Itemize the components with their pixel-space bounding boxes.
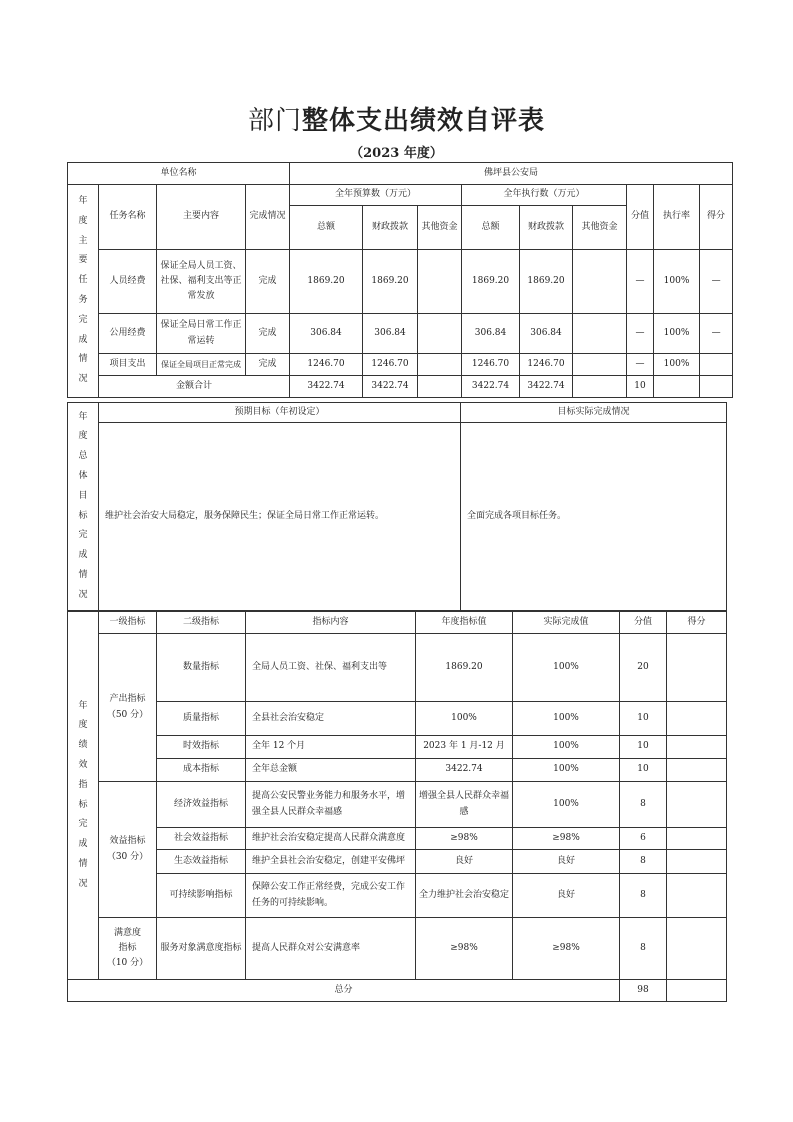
task-content: 保证全局日常工作正常运转 [157,314,246,354]
exec-rate: 100% [654,314,700,354]
indicator-content: 提高公安民警业务能力和服务水平，增强全县人民群众幸福感 [246,782,416,828]
task-content: 保证全局项目正常完成 [157,354,246,376]
level2-name: 数量指标 [157,634,246,702]
task-name: 公用经费 [99,314,157,354]
exec-other [573,250,627,314]
score: 10 [620,702,667,736]
table-row [68,634,727,702]
sum-get [700,376,733,398]
budget-total: 1246.70 [290,354,363,376]
exec-other [573,354,627,376]
table-row [68,354,733,376]
group-satisfaction: 满意度 指标 （10 分） [99,918,157,980]
unit-name-label: 单位名称 [68,163,290,185]
group-benefit: 效益指标 （30 分） [99,782,157,918]
level2-name: 成本指标 [157,759,246,782]
exec-total: 306.84 [462,314,520,354]
indicator-content: 全年 12 个月 [246,736,416,759]
header-get: 得分 [667,612,727,634]
sum-label: 金额合计 [99,376,290,398]
header-exec-total: 总额 [462,206,520,250]
sum-exec-other [573,376,627,398]
actual-value: 良好 [513,874,620,918]
target-value: 2023 年 1 月-12 月 [416,736,513,759]
header-target: 年度指标值 [416,612,513,634]
performance-indicator-table [67,611,727,1002]
target-value: 1869.20 [416,634,513,702]
header-level1: 一级指标 [99,612,157,634]
score: 8 [620,874,667,918]
target-value: 3422.74 [416,759,513,782]
total-score: 98 [620,980,667,1002]
table-row [68,782,727,828]
sum-row [68,376,733,398]
level2-name: 可持续影响指标 [157,874,246,918]
level2-name: 经济效益指标 [157,782,246,828]
actual-value: 100% [513,702,620,736]
target-value: 良好 [416,850,513,874]
task-name: 项目支出 [99,354,157,376]
budget-fiscal: 1246.70 [363,354,418,376]
actual-value: 良好 [513,850,620,874]
actual-text: 全面完成各项目标任务。 [461,423,727,611]
title-main: 整体支出绩效自评表 [302,106,546,136]
header-score: 分值 [627,185,654,250]
indicator-content: 维护全县社会治安稳定，创建平安佛坪 [246,850,416,874]
actual-value: ≥98% [513,918,620,980]
target-value: ≥98% [416,828,513,850]
actual-value: 100% [513,634,620,702]
table-row [68,736,727,759]
table-row [68,918,727,980]
header-indicator-content: 指标内容 [246,612,416,634]
plan-text: 维护社会治安大局稳定，服务保障民生；保证全局日常工作正常运转。 [99,423,461,611]
year-subtitle: （2023 年度） [350,146,443,161]
table-row [68,314,733,354]
header-task: 任务名称 [99,185,157,250]
header-status: 完成情况 [246,185,290,250]
indicator-content: 全局人员工资、社保、福利支出等 [246,634,416,702]
score: 8 [620,782,667,828]
got-score: — [700,250,733,314]
level2-name: 质量指标 [157,702,246,736]
sum-budget-fiscal: 3422.74 [363,376,418,398]
exec-other [573,314,627,354]
exec-total: 1869.20 [462,250,520,314]
got-score [667,736,727,759]
header-exec-fiscal: 财政拨款 [520,206,573,250]
header-rate: 执行率 [654,185,700,250]
header-level2: 二级指标 [157,612,246,634]
score: — [627,354,654,376]
section-side-label-3: 年 度 绩 效 指 标 完 成 情 况 [68,612,99,980]
indicator-content: 全年总金额 [246,759,416,782]
got-score [667,850,727,874]
header-actual-value: 实际完成值 [513,612,620,634]
target-value: 100% [416,702,513,736]
table-row [68,250,733,314]
task-status: 完成 [246,314,290,354]
task-status: 完成 [246,250,290,314]
exec-rate: 100% [654,354,700,376]
header-budget-total: 总额 [290,206,363,250]
header-content: 主要内容 [157,185,246,250]
level2-name: 时效指标 [157,736,246,759]
score: 20 [620,634,667,702]
task-name: 人员经费 [99,250,157,314]
title-prefix: 部门 [247,106,302,136]
section-side-label-1: 年 度 主 要 任 务 完 成 情 况 [68,185,99,398]
table-row [68,759,727,782]
got-score [667,759,727,782]
budget-total: 1869.20 [290,250,363,314]
budget-other [418,354,462,376]
header-exec: 全年执行数（万元） [462,185,627,206]
budget-fiscal: 1869.20 [363,250,418,314]
group-output: 产出指标 （50 分） [99,634,157,782]
total-row [68,980,727,1002]
budget-other [418,250,462,314]
header-exec-other: 其他资金 [573,206,627,250]
task-content: 保证全局人员工资、社保、福利支出等正常发放 [157,250,246,314]
table-row [68,850,727,874]
exec-fiscal: 1869.20 [520,250,573,314]
got-score [667,634,727,702]
header-budget-other: 其他资金 [418,206,462,250]
sum-exec-fiscal: 3422.74 [520,376,573,398]
main-task-table [67,162,733,398]
overall-goal-table [67,402,727,611]
exec-fiscal: 1246.70 [520,354,573,376]
table-row [68,828,727,850]
sum-exec-total: 3422.74 [462,376,520,398]
sum-budget-other [418,376,462,398]
task-status: 完成 [246,354,290,376]
header-actual: 目标实际完成情况 [461,403,727,423]
sum-budget-total: 3422.74 [290,376,363,398]
got-score [667,828,727,850]
sum-score: 10 [627,376,654,398]
table-row [68,702,727,736]
budget-fiscal: 306.84 [363,314,418,354]
score: 10 [620,736,667,759]
got-score [667,782,727,828]
exec-total: 1246.70 [462,354,520,376]
actual-value: 100% [513,736,620,759]
level2-name: 社会效益指标 [157,828,246,850]
got-score [667,702,727,736]
header-budget: 全年预算数（万元） [290,185,462,206]
level2-name: 生态效益指标 [157,850,246,874]
total-label: 总分 [68,980,620,1002]
sum-rate [654,376,700,398]
target-value: 增强全县人民群众幸福感 [416,782,513,828]
score: 6 [620,828,667,850]
header-get: 得分 [700,185,733,250]
indicator-content: 提高人民群众对公安满意率 [246,918,416,980]
got-score [700,354,733,376]
indicator-content: 全县社会治安稳定 [246,702,416,736]
page-title [0,100,793,137]
table-row [68,874,727,918]
section-side-label-2: 年 度 总 体 目 标 完 成 情 况 [68,403,99,611]
got-score [667,918,727,980]
score: 8 [620,918,667,980]
budget-other [418,314,462,354]
header-plan: 预期目标（年初设定） [99,403,461,423]
target-value: ≥98% [416,918,513,980]
actual-value: 100% [513,782,620,828]
total-get [667,980,727,1002]
level2-name: 服务对象满意度指标 [157,918,246,980]
header-budget-fiscal: 财政拨款 [363,206,418,250]
score: — [627,250,654,314]
unit-name-value: 佛坪县公安局 [290,163,733,185]
exec-rate: 100% [654,250,700,314]
exec-fiscal: 306.84 [520,314,573,354]
score: 8 [620,850,667,874]
actual-value: ≥98% [513,828,620,850]
got-score: — [700,314,733,354]
got-score [667,874,727,918]
indicator-content: 保障公安工作正常经费，完成公安工作任务的可持续影响。 [246,874,416,918]
actual-value: 100% [513,759,620,782]
header-score: 分值 [620,612,667,634]
score: 10 [620,759,667,782]
score: — [627,314,654,354]
indicator-content: 维护社会治安稳定提高人民群众满意度 [246,828,416,850]
budget-total: 306.84 [290,314,363,354]
target-value: 全力维护社会治安稳定 [416,874,513,918]
